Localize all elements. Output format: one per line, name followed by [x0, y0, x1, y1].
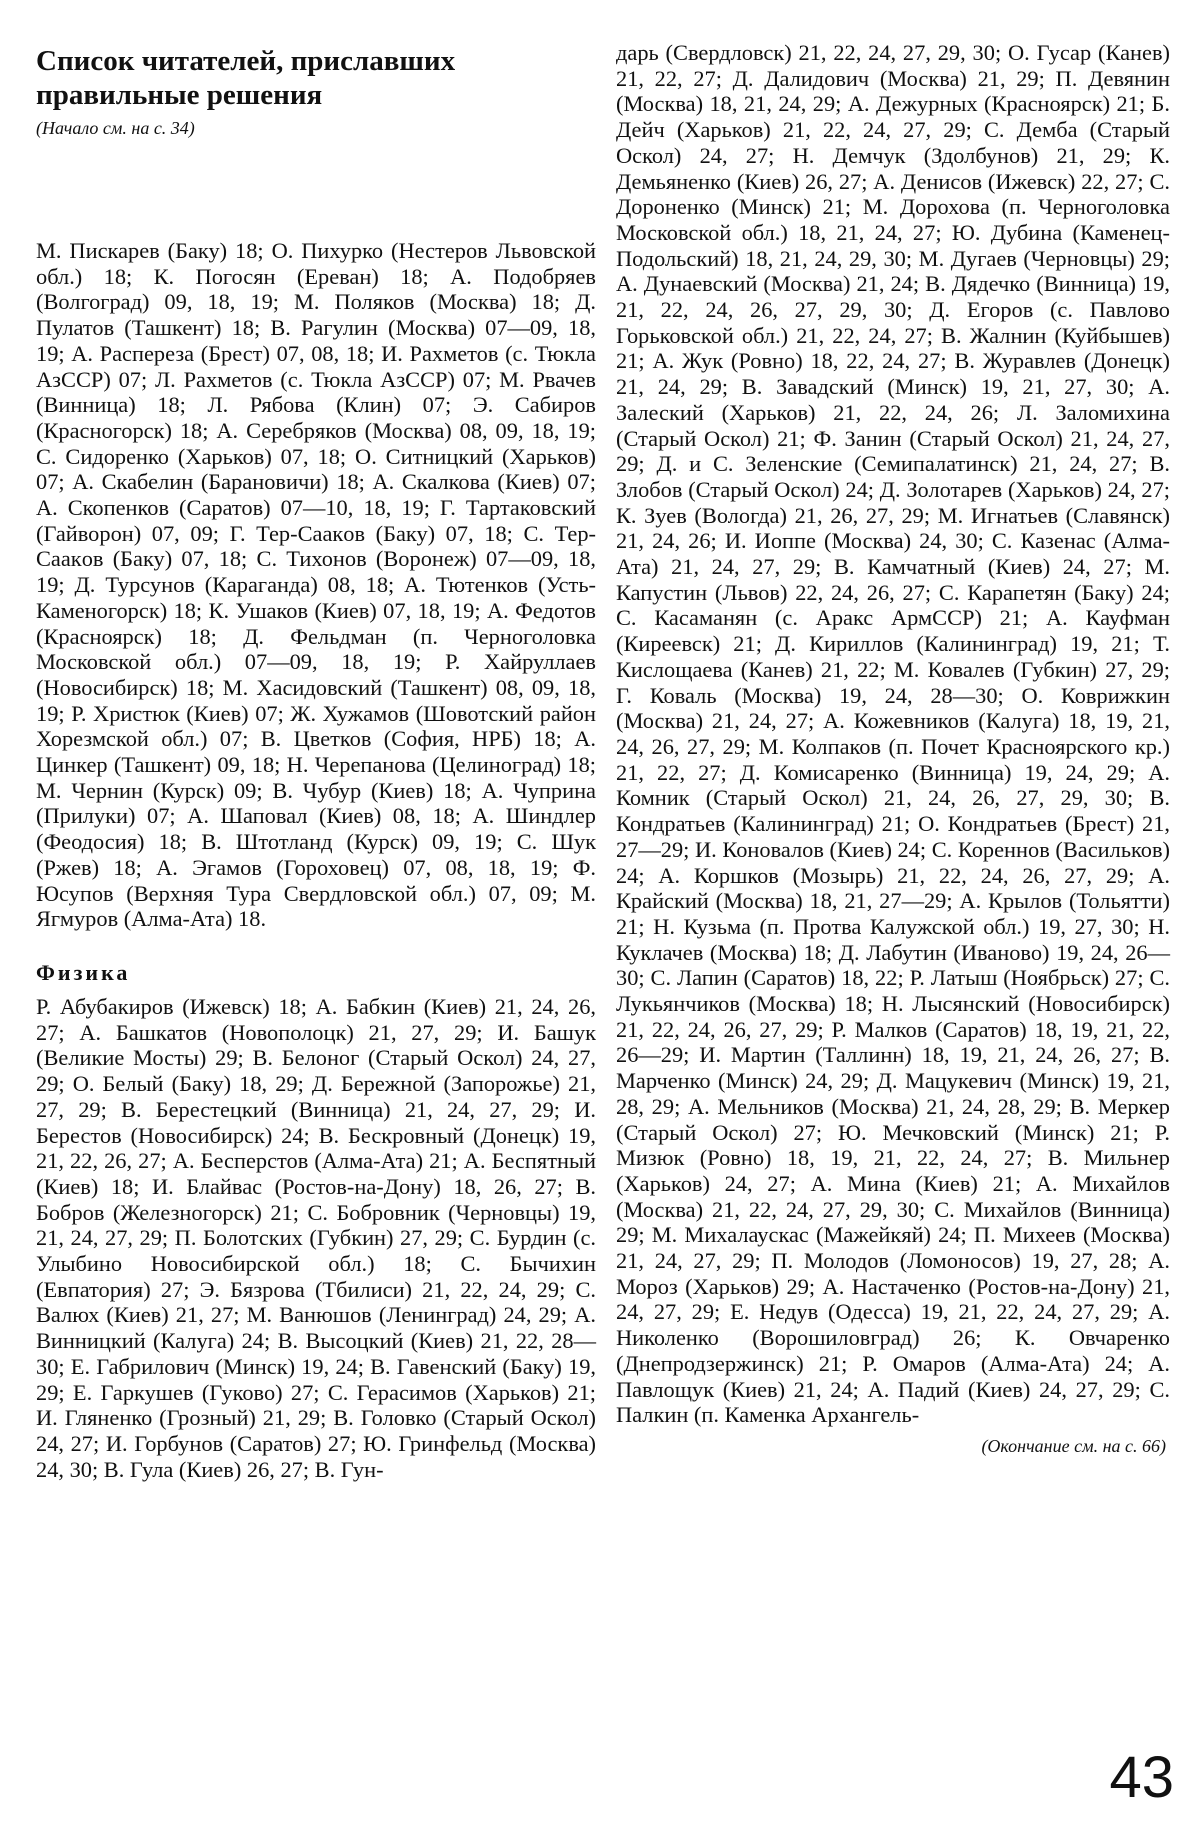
left-column: [36, 40, 596, 1482]
page-title: [36, 44, 596, 112]
title-line-1: Список читателей, приславших: [36, 45, 456, 77]
readers-list-paragraph-1: М. Пискарев (Баку) 18; О. Пихурко (Нестеров Львовской обл.) 18; К. Погосян (Ереван) 18; А. Подобряев (Волгоград) 09, 18, 19; М. Поляков (Москва) 18; Д. Пулатов (Ташкент) 18; В. Рагулин (Москва) 07—09, 18, 19; А. Распереза (Брест) 07, 08, 18; И. Рахметов (с. Тюкла АзССР) 07; Л. Рахметов (с. Тюкла АзССР) 07; М. Рвачев (Винница) 18; Л. Рябова (Клин) 07; Э. Сабиров (Красногорск) 18; А. Серебряков (Москва) 08, 09, 18, 19; С. Сидоренко (Харьков) 07, 18; О. Ситницкий (Харьков) 07; А. Скабелин (Барановичи) 18; А. Скалкова (Киев) 07; А. Скопенков (Саратов) 07—10, 18, 19; Г. Тартаковский (Гайворон) 07, 09; Г. Тер-Саакoв (Баку) 07, 18; С. Тер-Саакoв (Баку) 07, 18; С. Тихонов (Воронеж) 07—09, 18, 19; Д. Турсунов (Караганда) 08, 18; А. Тютенков (Усть-Каменогорск) 18; К. Ушаков (Киев) 07, 18, 19; А. Федотов (Красноярск) 18; Д. Фельдман (п. Черноголовка Московской обл.) 07—09, 18, 19; Р. Хайруллаев (Новосибирск) 18; М. Хасидовский (Ташкент) 08, 09, 18, 19; Р. Христюк (Киев) 07; Ж. Хужамов (Шовотский район Хорезмской обл.) 07; В. Цветков (София, НРБ) 18; А. Цинкер (Ташкент) 09, 18; Н. Черепанова (Целиноград) 18; М. Чернин (Курск) 09; В. Чубур (Киев) 18; А. Чуприна (Прилуки) 07; А. Шаповал (Киев) 08, 18; А. Шиндлер (Феодосия) 18; В. Штотланд (Курск) 09, 19; С. Шук (Ржев) 18; А. Эгамов (Гороховец) 07, 08, 18, 19; Ф. Юсупов (Верхняя Тура Свердловской обл.) 07, 09; М. Ягмуров (Алма-Ата) 18.: [36, 238, 596, 932]
section-heading-physics: Физика: [36, 959, 131, 985]
readers-list-paragraph-3: дарь (Свердловск) 21, 22, 24, 27, 29, 30; О. Гусар (Канев) 21, 22, 27; Д. Далидович (Москва) 21, 29; П. Девянин (Москва) 18, 21, 24, 29; А. Дежурных (Красноярск) 21; Б. Дейч (Харьков) 21, 22, 24, 27, 29; С. Демба (Старый Оскол) 24, 27; Н. Демчук (Здолбунов) 21, 29; К. Демьяненко (Киев) 26, 27; А. Денисов (Ижевск) 22, 27; С. Дороненко (Минск) 21; М. Дорохова (п. Черноголовка Московской обл.) 18, 21, 24, 27; Ю. Дубина (Каменец-Подольский) 18, 21, 24, 29, 30; М. Дугаев (Черновцы) 29; А. Дунаевский (Москва) 21, 24; В. Дядечко (Винница) 19, 21, 22, 24, 26, 27, 29, 30; Д. Егоров (с. Павлово Горьковской обл.) 21, 22, 24, 27; В. Жалнин (Куйбышев) 21; А. Жук (Ровно) 18, 22, 24, 27; В. Журавлев (Донецк) 21, 24, 29; В. Завадский (Минск) 19, 21, 27, 30; А. Залеский (Харьков) 21, 22, 24, 26; Л. Заломихина (Старый Оскол) 21; Ф. Занин (Старый Оскол) 21, 24, 27, 29; Д. и С. Зеленские (Семипалатинск) 21, 24, 27; В. Злобов (Старый Оскол) 24; Д. Золотарев (Харьков) 24, 27; К. Зуев (Вологда) 21, 26, 27, 29; М. Игнатьев (Славянск) 21, 24, 26; И. Иоппе (Москва) 24, 30; С. Казенас (Алма-Ата) 21, 24, 27, 29; В. Камчатный (Киев) 24, 27; М. Капустин (Львов) 22, 24, 26, 27; С. Карапетян (Баку) 24; С. Касаманян (с. Аракс АрмССР) 21; А. Кауфман (Киреевск) 21; Д. Кириллов (Калининград) 19, 21; Т. Кислощаева (Канев) 21, 22; М. Ковалев (Губкин) 27, 29; Г. Коваль (Москва) 19, 24, 28—30; О. Коврижкин (Москва) 21, 24, 27; А. Кожевников (Калуга) 18, 19, 21, 24, 26, 27, 29; М. Колпаков (п. Почет Красноярского кр.) 21, 22, 27; Д. Комисаренко (Винница) 19, 24, 29; А. Комник (Старый Оскол) 21, 24, 26, 27, 29, 30; В. Кондратьев (Калининград) 21; О. Кондратьев (Брест) 21, 27—29; И. Коновалов (Киев) 24; С. Кореннов (Васильков) 24; А. Коршков (Мозырь) 21, 22, 24, 26, 27, 29; А. Крайский (Москва) 18, 21, 27—29; А. Крылов (Тольятти) 21; Н. Кузьма (п. Протва Калужской обл.) 19, 27, 30; Н. Куклачев (Москва) 18; Д. Лабутин (Иваново) 19, 24, 26—30; С. Лапин (Саратов) 18, 22; Р. Латыш (Ноябрьск) 27; С. Лукьянчиков (Москва) 18; Н. Лысянский (Новосибирск) 21, 22, 24, 26, 27, 29; Р. Малков (Саратов) 18, 19, 21, 22, 26—29; И. Мартин (Таллинн) 18, 19, 21, 24, 26, 27; В. Марченко (Минск) 24, 29; Д. Мацукевич (Минск) 19, 21, 28, 29; А. Мельников (Москва) 21, 24, 28, 29; В. Меркер (Старый Оскол) 27; Ю. Мечковский (Минск) 21; Р. Мизюк (Ровно) 18, 19, 21, 22, 24, 27; В. Мильнер (Харьков) 24, 27; А. Мина (Киев) 21; А. Михайлов (Москва) 21, 22, 24, 27, 29, 30; С. Михайлов (Винница) 29; М. Михалаускас (Мажейкяй) 24; П. Михеев (Москва) 21, 24, 27, 29; П. Молодов (Ломоносов) 19, 27, 28; А. Мороз (Харьков) 29; А. Настаченко (Ростов-на-Дону) 21, 24, 27, 29; Е. Недув (Одесса) 19, 21, 22, 24, 27, 29; А. Николенко (Ворошиловград) 26; К. Овчаренко (Днепродзержинск) 21; Р. Омаров (Алма-Ата) 24; А. Павлощук (Киев) 21, 24; А. Падий (Киев) 24, 27, 29; С. Палкин (п. Каменка Архангель-: [616, 40, 1170, 1428]
title-line-2: правильные решения: [36, 79, 323, 111]
right-column: [616, 40, 1170, 1458]
readers-list-paragraph-2: Р. Абубакиров (Ижевск) 18; А. Бабкин (Киев) 21, 24, 26, 27; А. Башкатов (Новополоцк) 21, 27, 29; И. Башук (Великие Мосты) 29; В. Белоног (Старый Оскол) 24, 27, 29; О. Белый (Баку) 18, 29; Д. Бережной (Запорожье) 21, 27, 29; В. Берестецкий (Винница) 21, 24, 27, 29; И. Берестов (Новосибирск) 24; В. Бескровный (Донецк) 19, 21, 22, 26, 27; А. Бесперстов (Алма-Ата) 21; А. Беспятный (Киев) 18; И. Блайвас (Ростов-на-Дону) 18, 26, 27; В. Бобров (Железногорск) 21; С. Бобровник (Черновцы) 19, 21, 24, 27, 29; П. Болотских (Губкин) 27, 29; С. Бурдин (с. Улыбино Новосибирской обл.) 18; С. Бычихин (Евпатория) 27; Э. Бязрова (Тбилиси) 21, 22, 24, 29; С. Валюх (Киев) 21, 27; М. Ванюшов (Ленинград) 24, 29; А. Винницкий (Калуга) 24; В. Высоцкий (Киев) 21, 22, 28—30; Е. Габрилович (Минск) 19, 24; В. Гавенский (Баку) 19, 29; Е. Гаркушев (Гуково) 27; С. Герасимов (Харьков) 21; И. Гляненко (Грозный) 21, 29; В. Головко (Старый Оскол) 24, 27; И. Горбунов (Саратов) 27; Ю. Гринфельд (Москва) 24, 30; В. Гула (Киев) 26, 27; В. Гун-: [36, 993, 596, 1482]
continued-on-note: (Окончание см. на с. 66): [981, 1435, 1166, 1456]
page-number: 43: [1109, 1745, 1174, 1810]
continued-from-note: (Начало см. на с. 34): [36, 118, 195, 138]
